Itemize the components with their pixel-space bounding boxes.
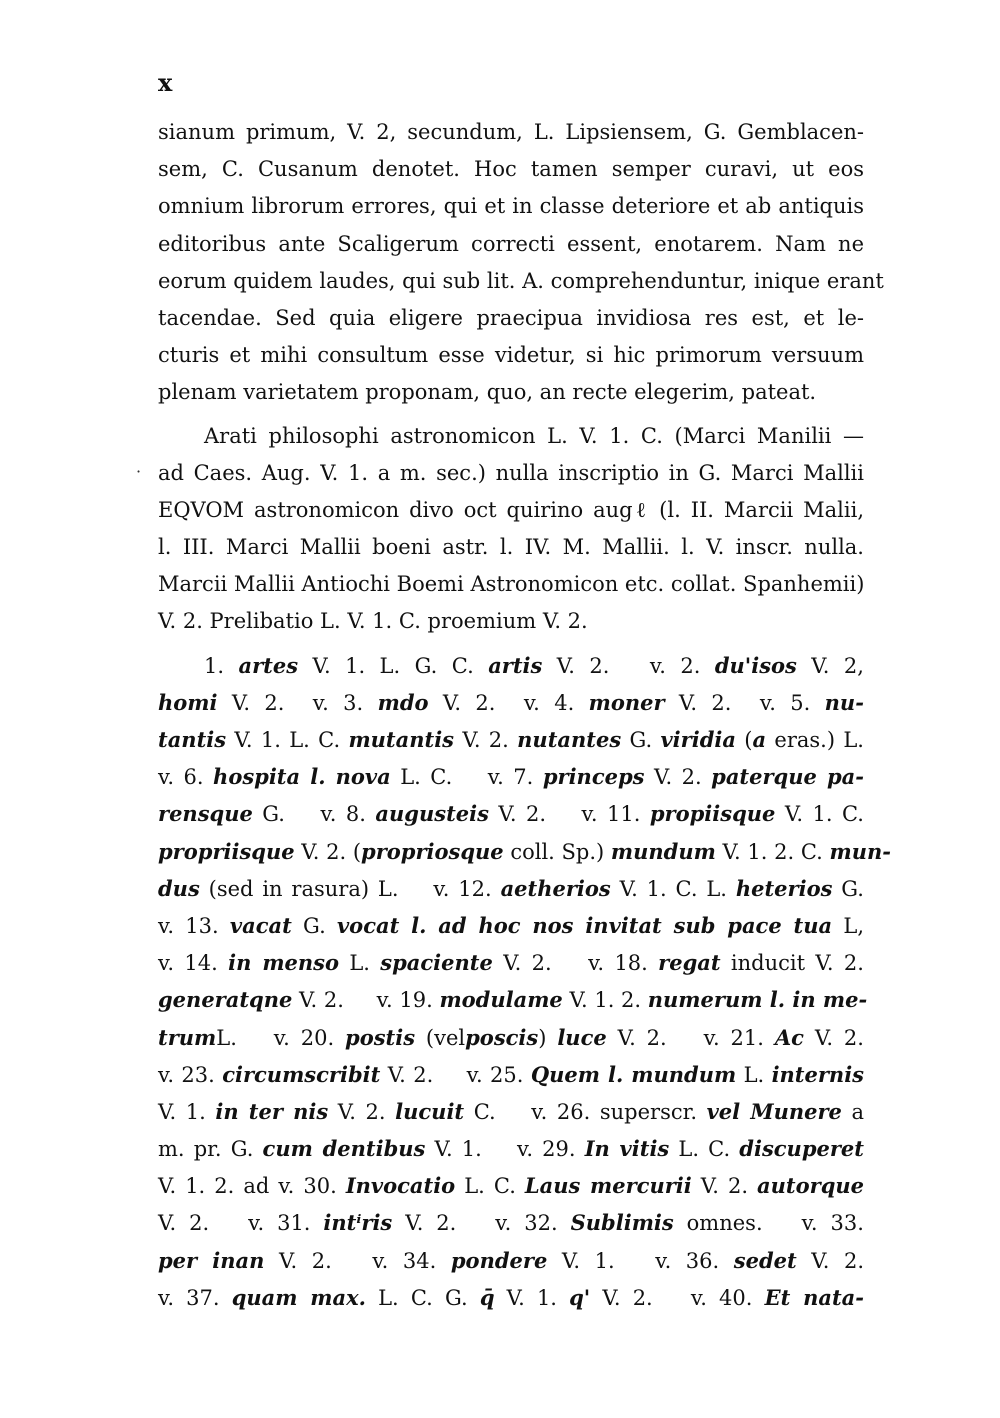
variant-reading: In vitis [584, 1136, 670, 1162]
verse-number: v. 18. [588, 951, 648, 976]
witness-siglum: V. 2. [556, 653, 610, 678]
variant-line [158, 907, 864, 944]
verse-number: v. 31. [248, 1211, 311, 1236]
variant-reading: artis [488, 652, 543, 678]
variant-reading: vel Munere [706, 1098, 842, 1124]
variant-reading: spaciente [380, 950, 493, 976]
verse-number: v. 7. [487, 765, 534, 790]
verse-number: v. 2. [649, 653, 701, 678]
witness-siglum: V. 2. [299, 988, 344, 1013]
verse-number: v. 34. [372, 1248, 437, 1273]
intro-line: editoribus ante Scaligerum correcti essent, enotarem. Nam ne [158, 231, 864, 256]
verse-number: v. 26. [531, 1099, 591, 1124]
variant-reading: in menso [228, 950, 339, 976]
verse-number: v. 36. [655, 1248, 720, 1273]
variant-reading: trum [158, 1024, 217, 1050]
variant-reading: per inan [158, 1247, 265, 1273]
variant-reading: in ter nis [215, 1098, 329, 1124]
verse-number: v. 8. [320, 802, 366, 827]
variant-reading: tantis [158, 727, 227, 752]
variant-reading: nutantes [517, 727, 622, 752]
variant-reading: mundum [610, 838, 716, 864]
variant-reading: Sublimis [570, 1210, 674, 1236]
verse-number: v. 32. [495, 1211, 558, 1236]
witness-siglum: G. [303, 913, 326, 938]
variant-line: tantis V. 1. L. C. mutantis V. 2. nutantes G. viridia (a eras.) L. [158, 727, 864, 752]
text-block [158, 114, 891, 1316]
variant-reading: poscis [465, 1024, 539, 1050]
variant-reading: propiisque [649, 801, 776, 827]
title-line: Arati philosophi astronomicon L. V. 1. C. (Marci Manilii — [204, 423, 864, 448]
note-text: ad [243, 1174, 270, 1199]
intro-line: omnium librorum errores, qui et in classe deteriore et ab antiquis [158, 194, 864, 219]
verse-number: v. 33. [801, 1211, 864, 1236]
intro-line: cturis et mihi consultum esse videtur, si hic primorum versuum [158, 343, 864, 368]
witness-siglum: V. 2, [811, 653, 864, 678]
verse-number: v. 30. [278, 1174, 337, 1199]
variant-reading: heterios [735, 875, 833, 901]
variant-reading: princeps [542, 764, 645, 790]
variant-reading: Invocatio [345, 1173, 456, 1199]
witness-siglum: G. [841, 876, 864, 901]
witness-siglum: L. C. [464, 1174, 516, 1199]
witness-siglum: V. 2. [231, 690, 285, 715]
witness-siglum: V. 1. [506, 1285, 557, 1310]
variant-reading: hospita l. nova [213, 764, 391, 790]
witness-siglum: m. pr. G. [158, 1137, 254, 1162]
variant-reading: viridia [660, 727, 736, 752]
witness-siglum: inducit V. 2. [730, 951, 864, 976]
variant-reading: modulame [439, 987, 563, 1013]
witness-siglum: L. [349, 951, 370, 976]
intro-line: plenam varietatem proponam, quo, an recte elegerim, pateat. [158, 380, 817, 405]
witness-siglum: C. [473, 1099, 496, 1124]
note-text: superscr. [599, 1099, 698, 1124]
witness-siglum: V. 1. L. G. C. [312, 653, 474, 678]
witness-siglum: G. [629, 728, 653, 752]
verse-number: v. 12. [433, 876, 492, 901]
variant-line [158, 795, 864, 832]
witness-siglum: (sed in rasura) L. [208, 876, 399, 901]
variant-reading: propriosque [361, 838, 504, 864]
witness-siglum: L. C. [400, 765, 453, 790]
verse-number: v. 5. [759, 690, 811, 715]
variant-line [158, 944, 864, 981]
intro-line: sianum primum, V. 2, secundum, L. Lipsiensem, G. Gemblacen- [158, 120, 864, 144]
variant-reading: rensque [158, 801, 253, 827]
variant-reading: a [752, 727, 767, 752]
witness-siglum: omnes. [686, 1211, 763, 1236]
witness-siglum: V. 1. [158, 1099, 206, 1124]
witness-siglum: V. 2. [158, 1211, 210, 1236]
witness-siglum: G. [262, 802, 285, 827]
variant-line [158, 1167, 864, 1204]
witness-siglum: V. 2. [442, 690, 496, 715]
witness-siglum: V. 2. [700, 1174, 749, 1199]
margin-mark: · [136, 462, 142, 481]
variant-reading: augusteis [375, 801, 489, 827]
variant-reading: generatqne [158, 987, 293, 1013]
variant-line [158, 1056, 864, 1093]
variant-reading: lucuit [395, 1098, 465, 1124]
witness-siglum: V. 2. [503, 951, 552, 976]
variant-reading: intⁱris [323, 1210, 393, 1236]
variant-line: propriisque V. 2. (propriosque coll. Sp.) mundum V. 1. 2. C. mun- [158, 838, 891, 864]
witness-siglum: L. C. [678, 1137, 731, 1162]
verse-number: v. 4. [523, 690, 575, 715]
witness-siglum: V. 1. 2. C. [722, 839, 823, 864]
verse-number: v. 11. [581, 802, 641, 827]
variant-reading: q' [569, 1284, 591, 1310]
variant-reading: circumscribit [222, 1061, 381, 1087]
variant-line [158, 1093, 864, 1130]
witness-siglum: V. 2. [387, 1062, 434, 1087]
variant-reading: vocat l. ad hoc nos invitat sub pace tua [336, 912, 833, 938]
witness-siglum: eras.) L. [774, 728, 864, 752]
verse-number: v. 25. [466, 1062, 524, 1087]
intro-line: sem, C. Cusanum denotet. Hoc tamen semper curavi, ut eos [158, 157, 864, 182]
witness-siglum: V. 1. [561, 1248, 615, 1273]
variant-reading: propriisque [158, 838, 295, 864]
witness-siglum: L. [216, 1025, 237, 1050]
page-number: x [158, 68, 173, 97]
intro-line: eorum quidem laudes, qui sub lit. A. comprehenduntur, inique erant [158, 268, 884, 293]
variant-reading: moner [588, 689, 665, 715]
witness-siglum: L, [843, 913, 864, 938]
witness-siglum: V. 1. C. L. [619, 876, 727, 901]
variant-reading: artes [238, 652, 299, 678]
variant-line [158, 758, 864, 795]
title-line: EQVOM astronomicon divo oct quirino augℓ (l. II. Marcii Malii, [158, 497, 864, 522]
variant-line [158, 870, 864, 907]
verse-number: v. 14. [158, 951, 218, 976]
verse-number: v. 29. [516, 1137, 576, 1162]
note-text: a [851, 1099, 865, 1124]
verse-number: v. 21. [703, 1025, 764, 1050]
verse-number: v. 13. [158, 913, 219, 938]
witness-siglum: V. 1. 2. [158, 1174, 235, 1199]
witness-siglum: V. 2. [814, 1025, 864, 1050]
variant-line [158, 647, 864, 684]
variant-reading: aetherios [500, 875, 611, 901]
witness-siglum: coll. Sp.) [510, 839, 605, 864]
variant-reading: homi [158, 689, 218, 715]
variant-reading: luce [557, 1024, 607, 1050]
variant-reading: quam max. [231, 1284, 366, 1310]
title-line: Marcii Mallii Antiochi Boemi Astronomicon etc. collat. Spanhemii) [158, 572, 865, 597]
variant-reading: regat [658, 950, 721, 976]
witness-siglum: V. 1. C. [784, 802, 864, 827]
variant-line [158, 1242, 864, 1279]
variant-line [158, 684, 864, 721]
witness-siglum: V. 2. [602, 1285, 653, 1310]
variant-reading: paterque pa- [711, 764, 864, 790]
variant-reading: mutantis [348, 727, 455, 752]
witness-siglum: V. 2. [811, 1248, 865, 1273]
variant-line: trumL. v. 20. postis (velposcis) luce V. 2. v. 21. Ac V. 2. [158, 1024, 864, 1050]
verse-number: v. 37. [158, 1285, 220, 1310]
verse-number: 1. [204, 653, 225, 678]
witness-siglum: V. 2. [678, 690, 732, 715]
variant-reading: q̄ [479, 1284, 495, 1310]
variant-reading: cum dentibus [262, 1136, 426, 1162]
variant-reading: pondere [450, 1247, 548, 1273]
variant-reading: mun- [829, 838, 891, 864]
witness-siglum: V. 2. [337, 1099, 386, 1124]
variant-line [158, 981, 868, 1018]
witness-siglum: V. 2. [617, 1025, 667, 1050]
variant-reading: numerum l. in me- [647, 987, 868, 1013]
verse-number: v. 6. [158, 765, 204, 790]
verse-number: v. 19. [376, 988, 433, 1013]
witness-siglum: V. 2. [405, 1211, 457, 1236]
witness-siglum: V. 2. [278, 1248, 332, 1273]
verse-number: v. 20. [273, 1025, 335, 1050]
witness-siglum: L. [743, 1062, 765, 1087]
variant-line [158, 1204, 864, 1241]
variant-reading: dus [158, 875, 200, 901]
variant-reading: autorque [757, 1173, 865, 1199]
variant-line [158, 1279, 864, 1316]
verse-number: v. 40. [690, 1285, 753, 1310]
witness-siglum: V. 2. [462, 728, 509, 752]
witness-siglum: V. 2. [498, 802, 547, 827]
verse-number: v. 23. [158, 1062, 215, 1087]
witness-siglum: V. 1. 2. [569, 988, 642, 1013]
title-line: ad Caes. Aug. V. 1. a m. sec.) nulla inscriptio in G. Marci Mallii [158, 460, 864, 485]
variant-reading: vacat [229, 912, 292, 938]
variant-reading: nu- [824, 689, 864, 715]
variant-line [158, 1130, 864, 1167]
variant-reading: discuperet [739, 1136, 864, 1162]
witness-siglum: L. C. G. [378, 1285, 468, 1310]
title-line: l. III. Marci Mallii boeni astr. l. IV. M. Mallii. l. V. inscr. nulla. [158, 535, 864, 560]
variant-reading: Et nata- [764, 1284, 864, 1310]
variant-reading: Ac [774, 1024, 804, 1050]
variant-reading: Laus mercurii [524, 1173, 692, 1199]
variant-reading: du'isos [714, 652, 797, 678]
variant-reading: sedet [733, 1247, 797, 1273]
intro-line: tacendae. Sed quia eligere praecipua invidiosa res est, et le- [158, 305, 864, 330]
variant-reading: internis [771, 1061, 865, 1087]
witness-siglum: V. 2. [653, 765, 702, 790]
variant-reading: Quem l. mundum [530, 1061, 737, 1087]
witness-siglum: V. 1. [434, 1137, 482, 1162]
verse-number: v. 3. [312, 690, 364, 715]
title-line: V. 2. Prelibatio L. V. 1. C. proemium V. 2. [158, 609, 588, 634]
variant-reading: postis [345, 1024, 416, 1050]
witness-siglum: V. 1. L. C. [234, 728, 341, 752]
variant-reading: mdo [377, 689, 429, 715]
